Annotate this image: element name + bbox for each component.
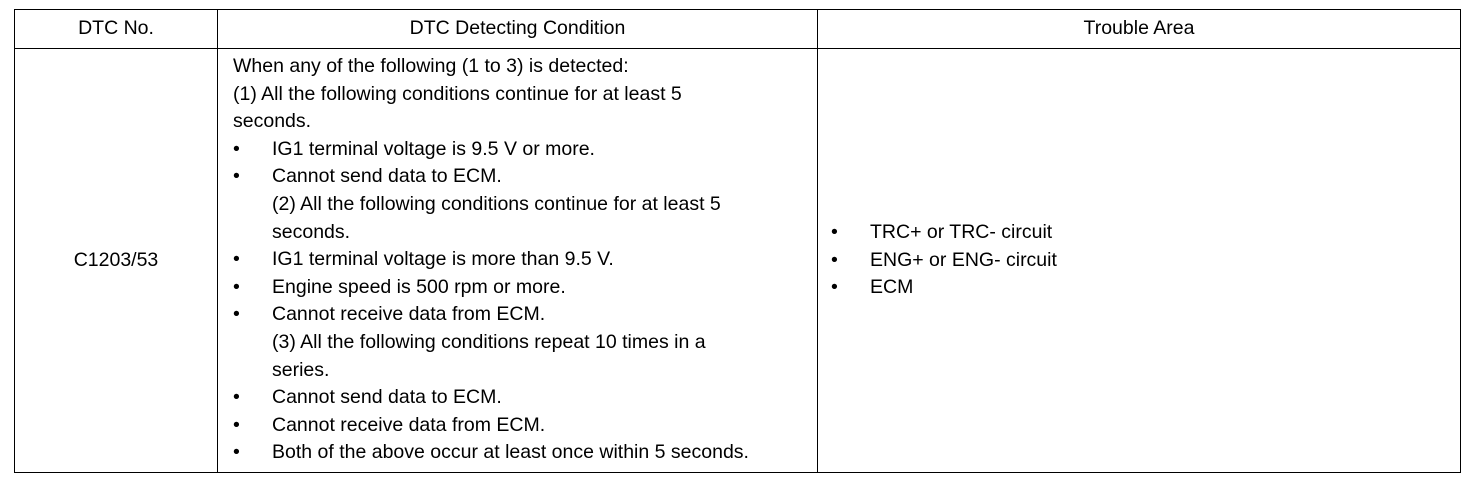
condition-intro: When any of the following (1 to 3) is detected: bbox=[233, 55, 629, 77]
condition-2-heading-cont: seconds. bbox=[272, 220, 351, 243]
bullet-icon: • bbox=[233, 165, 240, 188]
header-row bbox=[15, 10, 1461, 49]
condition-1-heading-cont: seconds. bbox=[233, 110, 312, 133]
list-item: • Both of the above occur at least once within 5 seconds. bbox=[233, 439, 809, 467]
list-item: • Cannot receive data from ECM. bbox=[233, 301, 809, 329]
bullet-icon: • bbox=[831, 276, 838, 299]
header-trouble-area: Trouble Area bbox=[818, 10, 1461, 49]
list-item: • TRC+ or TRC- circuit bbox=[831, 219, 1452, 247]
bullet-icon: • bbox=[831, 221, 838, 244]
condition-1-heading: (1) All the following conditions continue for at least 5 bbox=[233, 82, 682, 105]
dtc-table bbox=[14, 9, 1461, 473]
list-item: • Cannot send data to ECM. bbox=[233, 384, 809, 412]
bullet-icon: • bbox=[233, 248, 240, 271]
list-item: • ECM bbox=[831, 274, 1452, 302]
header-dtc-no: DTC No. bbox=[15, 10, 218, 49]
bullet-icon: • bbox=[233, 441, 240, 464]
trouble-area-cell bbox=[818, 49, 1461, 473]
condition-3-heading-cont: series. bbox=[272, 358, 330, 381]
list-item: • Engine speed is 500 rpm or more. bbox=[233, 274, 809, 302]
list-item: • Cannot send data to ECM. bbox=[233, 163, 809, 191]
bullet-icon: • bbox=[233, 303, 240, 326]
list-item: • IG1 terminal voltage is 9.5 V or more. bbox=[233, 136, 809, 164]
bullet-icon: • bbox=[233, 413, 240, 436]
header-detecting-condition: DTC Detecting Condition bbox=[218, 10, 818, 49]
detecting-condition-cell bbox=[218, 49, 818, 473]
bullet-icon: • bbox=[233, 137, 240, 160]
list-item: • ENG+ or ENG- circuit bbox=[831, 247, 1452, 275]
condition-3-heading: (3) All the following conditions repeat 10 times in a bbox=[272, 330, 706, 353]
table-row bbox=[15, 49, 1461, 473]
bullet-icon: • bbox=[233, 386, 240, 409]
bullet-icon: • bbox=[831, 248, 838, 271]
bullet-icon: • bbox=[233, 275, 240, 298]
dtc-code-cell: C1203/53 bbox=[15, 49, 218, 473]
list-item: • IG1 terminal voltage is more than 9.5 V. bbox=[233, 246, 809, 274]
condition-2-heading: (2) All the following conditions continue for at least 5 bbox=[272, 192, 721, 215]
list-item: • Cannot receive data from ECM. bbox=[233, 412, 809, 440]
